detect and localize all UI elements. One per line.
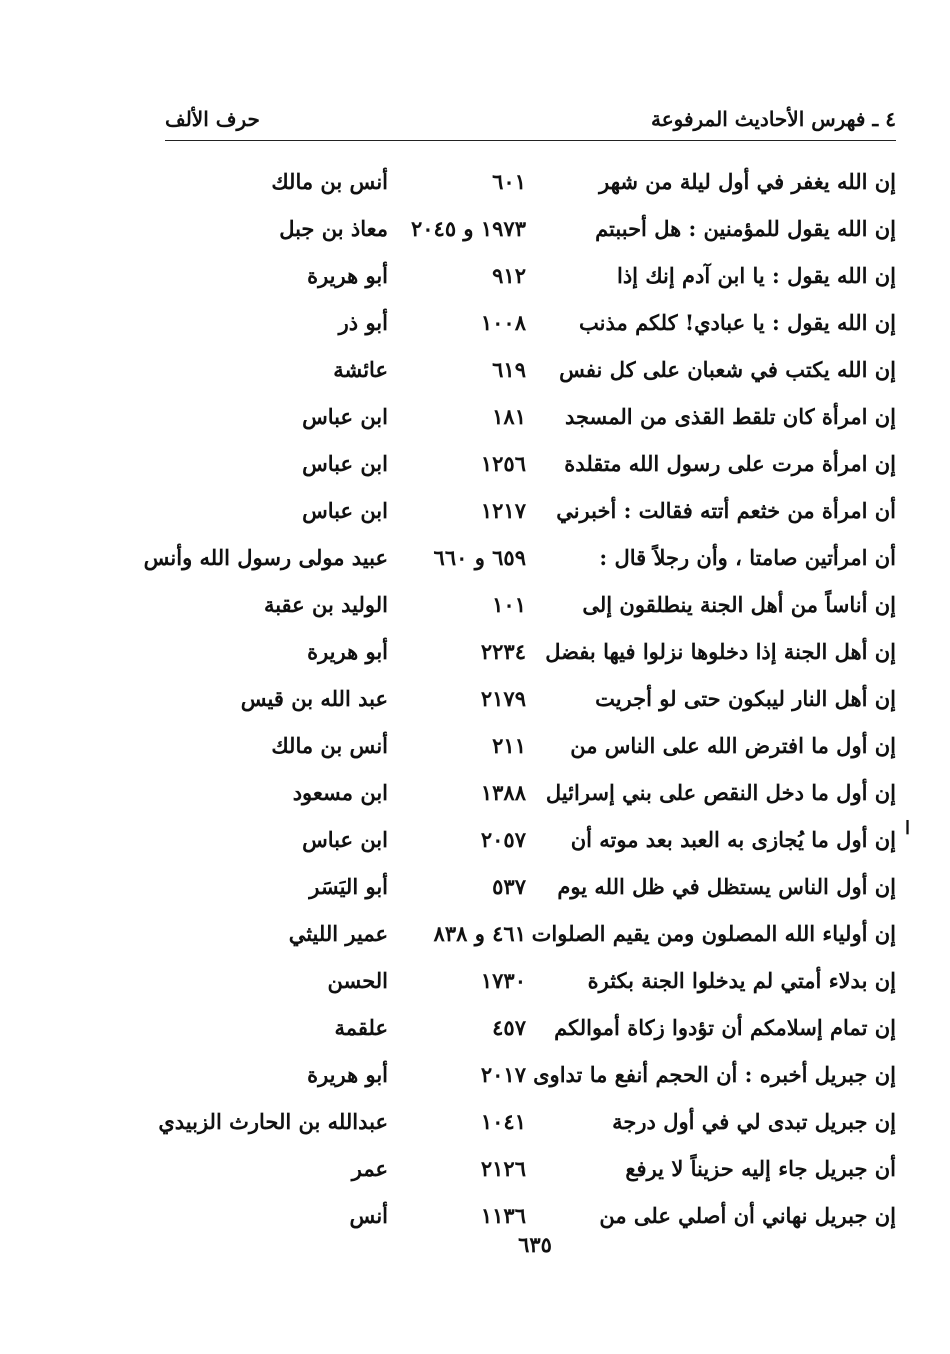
hadith-text: إن الله يقول : يا ابن آدم إنك إذا	[616, 263, 896, 288]
index-row	[165, 725, 896, 772]
hadith-text: إن أولياء الله المصلون ومن يقيم الصلوات	[531, 921, 896, 946]
narrator-name: أبو اليَسَر	[309, 874, 388, 899]
narrator-name: الوليد بن عقبة	[263, 592, 388, 617]
index-row	[158, 1101, 896, 1148]
narrator-name: ابن عباس	[302, 404, 388, 429]
hadith-text: أن جبريل جاء إليه حزيناً لا يرفع	[625, 1156, 896, 1181]
hadith-text: إن تمام إسلامكم أن تؤدوا زكاة أموالكم	[554, 1015, 896, 1040]
index-row	[165, 1054, 896, 1101]
hadith-text: إن الله يكتب في شعبان على كل نفس	[559, 357, 896, 382]
hadith-number: ٢٠١٧	[480, 1062, 526, 1087]
hadith-text: إن الله يقول للمؤمنين : هل أحببتم	[595, 216, 896, 241]
hadith-number: ١٠١	[492, 592, 526, 617]
narrator-name: ابن عباس	[302, 827, 388, 852]
margin-mark: ا	[905, 818, 911, 839]
hadith-number: ٦٥٩ و ٦٦٠	[433, 545, 526, 570]
hadith-number: ٤٥٧	[492, 1015, 526, 1040]
narrator-name: أنس بن مالك	[271, 169, 388, 194]
hadith-number: ٤٦١ و ٨٣٨	[433, 921, 526, 946]
narrator-name: أنس بن مالك	[271, 733, 388, 758]
narrator-name: علقمة	[334, 1015, 388, 1040]
hadith-number: ١٩٧٣ و ٢٠٤٥	[410, 216, 526, 241]
hadith-number: ٦١٩	[492, 357, 526, 382]
hadith-number: ١٠٤١	[480, 1109, 526, 1134]
hadith-number: ١٣٨٨	[480, 780, 526, 805]
hadith-text: إن أهل النار ليبكون حتى لو أجريت	[595, 686, 896, 711]
hadith-number: ٢٠٥٧	[480, 827, 526, 852]
index-row	[165, 960, 896, 1007]
index-row	[165, 349, 896, 396]
hadith-number: ٢١٧٩	[480, 686, 526, 711]
hadith-text: أن امرأتين صامتا ، وأن رجلاً قال :	[599, 545, 896, 570]
hadith-text: إن جبريل نهاني أن أصلي على من	[599, 1203, 896, 1228]
index-row	[165, 1007, 896, 1054]
index-row	[165, 208, 896, 255]
narrator-name: ابن عباس	[302, 498, 388, 523]
hadith-number: ١٢٥٦	[480, 451, 526, 476]
narrator-name: عبيد مولى رسول الله وأنس	[143, 545, 388, 570]
narrator-name: أبو هريرة	[307, 1062, 388, 1087]
narrator-name: ابن مسعود	[292, 780, 388, 805]
narrator-name: ابن عباس	[302, 451, 388, 476]
narrator-name: أبو ذر	[338, 310, 388, 335]
hadith-text: إن الله يقول : يا عبادي! كلكم مذنب	[579, 310, 896, 335]
narrator-name: عمر	[351, 1156, 388, 1181]
hadith-index-list	[143, 161, 896, 1242]
index-row	[165, 678, 896, 725]
hadith-number: ٢١١	[492, 733, 526, 758]
hadith-number: ١٠٠٨	[480, 310, 526, 335]
index-row	[165, 819, 896, 866]
hadith-text: إن أول الناس يستظل في ظل الله يوم	[557, 874, 896, 899]
index-row	[165, 161, 896, 208]
index-row	[165, 302, 896, 349]
hadith-number: ١٨١	[492, 404, 526, 429]
hadith-text: إن أناساً من أهل الجنة ينطلقون إلى	[582, 592, 896, 617]
hadith-text: إن أول ما دخل النقص على بني إسرائيل	[545, 780, 896, 805]
index-row	[165, 1148, 896, 1195]
hadith-text: إن امرأة كان تلقط القذى من المسجد	[564, 404, 896, 429]
narrator-name: أبو هريرة	[307, 263, 388, 288]
hadith-text: أن امرأة من خثعم أتته فقالت : أخبرني	[556, 498, 896, 523]
index-row	[165, 255, 896, 302]
index-row	[165, 443, 896, 490]
hadith-text: إن أول ما يُجازى به العبد بعد موته أن	[570, 827, 896, 852]
hadith-number: ١٢١٧	[480, 498, 526, 523]
index-row	[165, 866, 896, 913]
narrator-name: الحسن	[327, 968, 388, 993]
hadith-text: إن أهل الجنة إذا دخلوها نزلوا فيها بفضل	[545, 639, 896, 664]
hadith-number: ٢١٢٦	[480, 1156, 526, 1181]
hadith-number: ٩١٢	[492, 263, 526, 288]
hadith-number: ٥٣٧	[492, 874, 526, 899]
letter-heading: حرف الألف	[165, 107, 260, 131]
hadith-text: إن جبريل تبدى لي في أول درجة	[612, 1109, 896, 1134]
index-row	[165, 631, 896, 678]
narrator-name: عائشة	[333, 357, 388, 382]
hadith-text: إن جبريل أخبره : أن الحجم أنفع ما تداوى	[533, 1062, 896, 1087]
section-title: ٤ ـ فهرس الأحاديث المرفوعة	[650, 107, 896, 131]
hadith-number: ٢٢٣٤	[480, 639, 526, 664]
hadith-number: ١١٣٦	[480, 1203, 526, 1228]
page-number: ٦٣٥	[518, 1232, 552, 1257]
page-header	[165, 95, 896, 131]
index-row	[165, 490, 896, 537]
index-row	[165, 772, 896, 819]
hadith-number: ١٧٣٠	[480, 968, 526, 993]
narrator-name: معاذ بن جبل	[279, 216, 388, 241]
hadith-text: إن الله يغفر في أول ليلة من شهر	[599, 169, 896, 194]
hadith-text: إن امرأة مرت على رسول الله متقلدة	[564, 451, 896, 476]
index-row	[165, 396, 896, 443]
narrator-name: عبد الله بن قيس	[240, 686, 388, 711]
header-rule	[165, 140, 896, 141]
index-row	[165, 913, 896, 960]
narrator-name: أنس	[349, 1203, 388, 1228]
narrator-name: عبدالله بن الحارث الزبيدي	[158, 1109, 388, 1134]
index-row	[143, 537, 896, 584]
narrator-name: أبو هريرة	[307, 639, 388, 664]
hadith-text: إن أول ما افترض الله على الناس من	[570, 733, 896, 758]
narrator-name: عمير الليثي	[288, 921, 388, 946]
hadith-number: ٦٠١	[492, 169, 526, 194]
index-row	[165, 584, 896, 631]
hadith-text: إن بدلاء أمتي لم يدخلوا الجنة بكثرة	[587, 968, 896, 993]
